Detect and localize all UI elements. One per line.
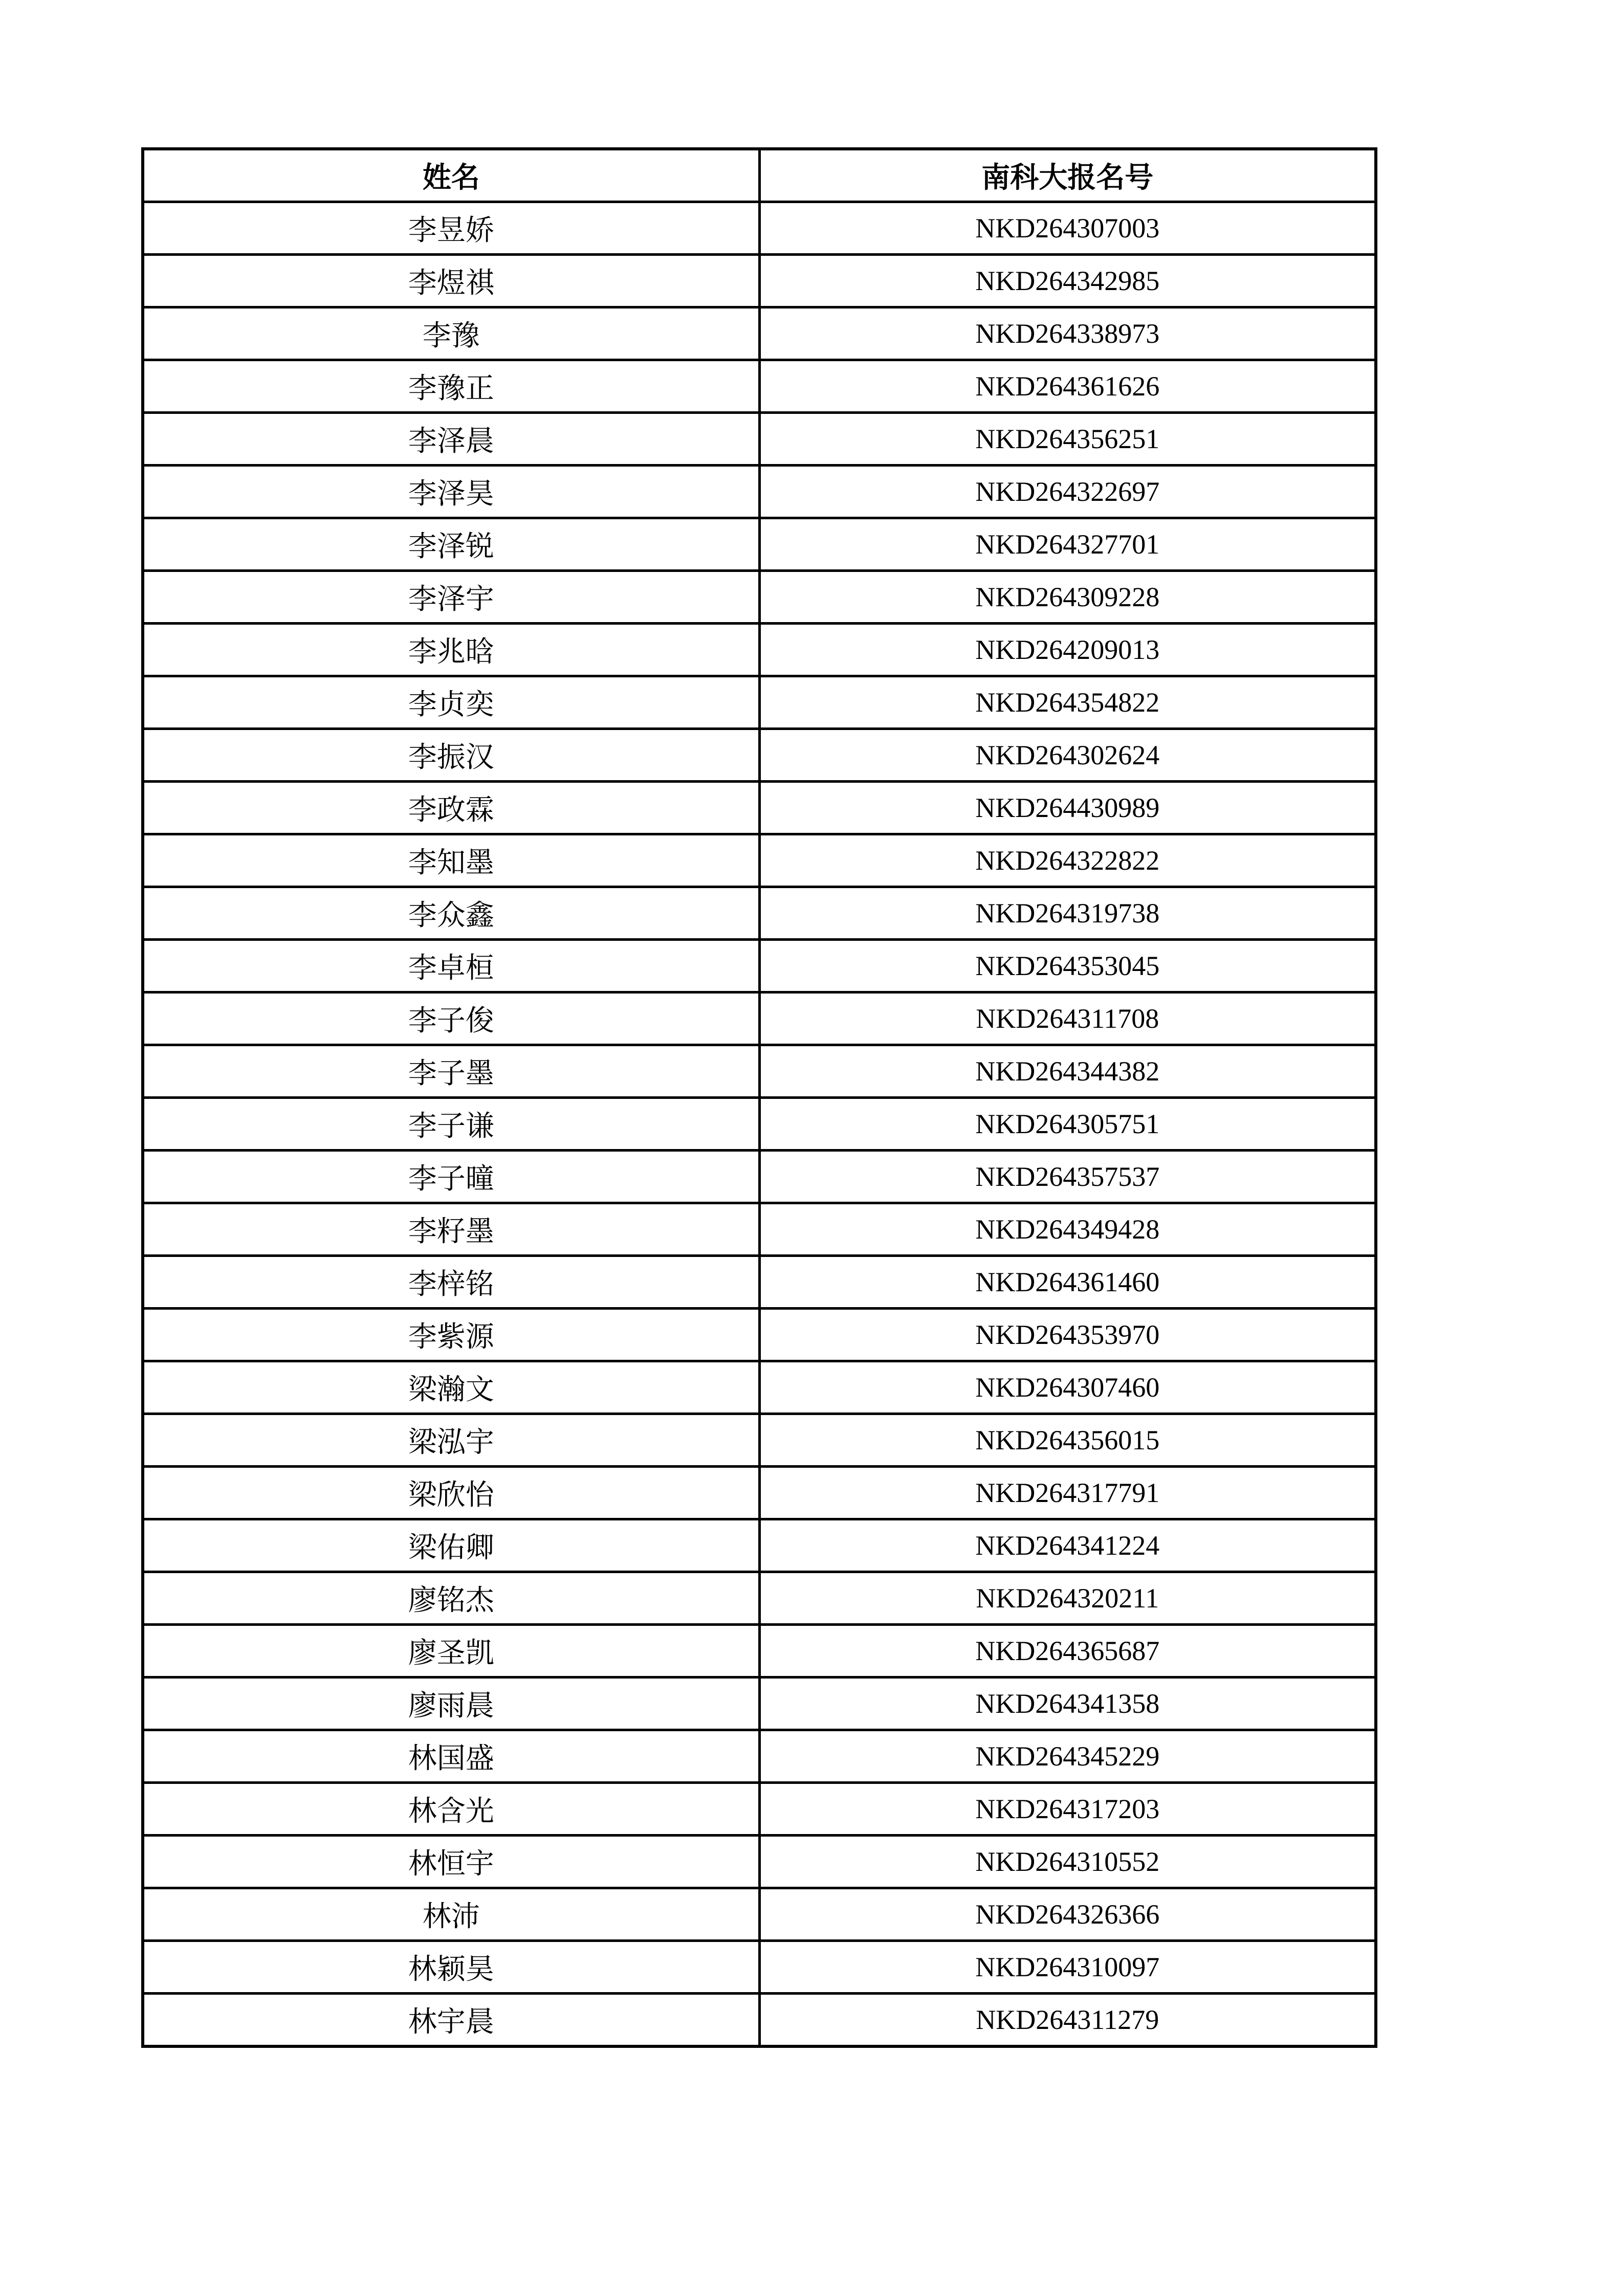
table-row [143, 940, 1376, 992]
student-name-cell: 李振汉 [143, 729, 759, 782]
registration-number-cell: NKD264341224 [759, 1519, 1376, 1572]
registration-number-cell: NKD264361626 [759, 360, 1376, 413]
table-row [143, 1572, 1376, 1625]
student-name-cell: 林沛 [143, 1888, 759, 1941]
table-row [143, 1836, 1376, 1888]
registration-number-cell: NKD264327701 [759, 518, 1376, 571]
registration-number-cell: NKD264320211 [759, 1572, 1376, 1625]
student-name-cell: 李子俊 [143, 992, 759, 1045]
registration-number-cell: NKD264342985 [759, 255, 1376, 307]
table-row [143, 1045, 1376, 1098]
registration-number-cell: NKD264322822 [759, 834, 1376, 887]
registration-number-cell: NKD264344382 [759, 1045, 1376, 1098]
registration-number-cell: NKD264309228 [759, 571, 1376, 624]
table-row [143, 887, 1376, 940]
registration-number-cell: NKD264356015 [759, 1414, 1376, 1467]
student-name-cell: 廖铭杰 [143, 1572, 759, 1625]
roster-body [143, 202, 1376, 2047]
table-row [143, 1625, 1376, 1677]
registration-number-cell: NKD264311279 [759, 1994, 1376, 2047]
student-name-cell: 李子曈 [143, 1151, 759, 1203]
student-name-cell: 梁欣怡 [143, 1467, 759, 1519]
table-row [143, 571, 1376, 624]
student-name-cell: 李政霖 [143, 782, 759, 834]
student-name-cell: 廖雨晨 [143, 1677, 759, 1730]
table-row [143, 1888, 1376, 1941]
table-row [143, 782, 1376, 834]
student-name-cell: 李泽宇 [143, 571, 759, 624]
table-row [143, 1941, 1376, 1994]
table-row [143, 1361, 1376, 1414]
table-row [143, 202, 1376, 255]
student-name-cell: 李梓铭 [143, 1256, 759, 1309]
table-row [143, 466, 1376, 518]
student-name-cell: 李豫正 [143, 360, 759, 413]
student-name-cell: 李紫源 [143, 1309, 759, 1361]
registration-number-cell: NKD264430989 [759, 782, 1376, 834]
student-name-cell: 林含光 [143, 1783, 759, 1836]
registration-number-cell: NKD264361460 [759, 1256, 1376, 1309]
registration-number-cell: NKD264338973 [759, 307, 1376, 360]
table-row [143, 1783, 1376, 1836]
registration-number-cell: NKD264353970 [759, 1309, 1376, 1361]
name-column-header: 姓名 [143, 149, 759, 202]
registration-number-cell: NKD264311708 [759, 992, 1376, 1045]
table-row [143, 676, 1376, 729]
table-row [143, 1203, 1376, 1256]
registration-number-cell: NKD264322697 [759, 466, 1376, 518]
registration-number-cell: NKD264209013 [759, 624, 1376, 676]
registration-number-cell: NKD264302624 [759, 729, 1376, 782]
student-name-cell: 林颖昊 [143, 1941, 759, 1994]
table-row [143, 1730, 1376, 1783]
table-row [143, 834, 1376, 887]
table-row [143, 1098, 1376, 1151]
student-name-cell: 李子谦 [143, 1098, 759, 1151]
student-name-cell: 李泽昊 [143, 466, 759, 518]
student-name-cell: 林国盛 [143, 1730, 759, 1783]
table-row [143, 360, 1376, 413]
table-row [143, 1309, 1376, 1361]
registration-number-cell: NKD264349428 [759, 1203, 1376, 1256]
table-row [143, 1519, 1376, 1572]
table-row [143, 1414, 1376, 1467]
student-name-cell: 李众鑫 [143, 887, 759, 940]
registration-number-cell: NKD264341358 [759, 1677, 1376, 1730]
registration-number-cell: NKD264357537 [759, 1151, 1376, 1203]
registration-number-cell: NKD264305751 [759, 1098, 1376, 1151]
registration-number-cell: NKD264354822 [759, 676, 1376, 729]
table-row [143, 1256, 1376, 1309]
table-row [143, 255, 1376, 307]
student-name-cell: 李兆晗 [143, 624, 759, 676]
registration-number-cell: NKD264353045 [759, 940, 1376, 992]
table-row [143, 413, 1376, 466]
student-name-cell: 李煜祺 [143, 255, 759, 307]
student-name-cell: 李贞奕 [143, 676, 759, 729]
table-row [143, 624, 1376, 676]
student-name-cell: 梁佑卿 [143, 1519, 759, 1572]
registration-number-cell: NKD264307003 [759, 202, 1376, 255]
student-name-cell: 李昱娇 [143, 202, 759, 255]
table-row [143, 729, 1376, 782]
table-row [143, 992, 1376, 1045]
registration-number-cell: NKD264310097 [759, 1941, 1376, 1994]
student-name-cell: 李卓桓 [143, 940, 759, 992]
registration-number-cell: NKD264317203 [759, 1783, 1376, 1836]
student-name-cell: 李籽墨 [143, 1203, 759, 1256]
header-row [143, 149, 1376, 202]
registration-number-cell: NKD264317791 [759, 1467, 1376, 1519]
registration-number-cell: NKD264365687 [759, 1625, 1376, 1677]
registration-number-cell: NKD264345229 [759, 1730, 1376, 1783]
table-row [143, 307, 1376, 360]
student-name-cell: 林宇晨 [143, 1994, 759, 2047]
registration-number-column-header: 南科大报名号 [759, 149, 1376, 202]
table-row [143, 1151, 1376, 1203]
table-row [143, 1677, 1376, 1730]
student-name-cell: 廖圣凯 [143, 1625, 759, 1677]
registration-number-cell: NKD264319738 [759, 887, 1376, 940]
roster-table [141, 147, 1377, 2048]
student-name-cell: 林恒宇 [143, 1836, 759, 1888]
table-row [143, 1994, 1376, 2047]
student-name-cell: 李豫 [143, 307, 759, 360]
registration-number-cell: NKD264310552 [759, 1836, 1376, 1888]
student-name-cell: 李泽晨 [143, 413, 759, 466]
registration-number-cell: NKD264356251 [759, 413, 1376, 466]
student-name-cell: 梁泓宇 [143, 1414, 759, 1467]
student-name-cell: 梁瀚文 [143, 1361, 759, 1414]
table-row [143, 1467, 1376, 1519]
registration-number-cell: NKD264307460 [759, 1361, 1376, 1414]
student-name-cell: 李泽锐 [143, 518, 759, 571]
student-name-cell: 李子墨 [143, 1045, 759, 1098]
registration-number-cell: NKD264326366 [759, 1888, 1376, 1941]
table-row [143, 518, 1376, 571]
student-name-cell: 李知墨 [143, 834, 759, 887]
